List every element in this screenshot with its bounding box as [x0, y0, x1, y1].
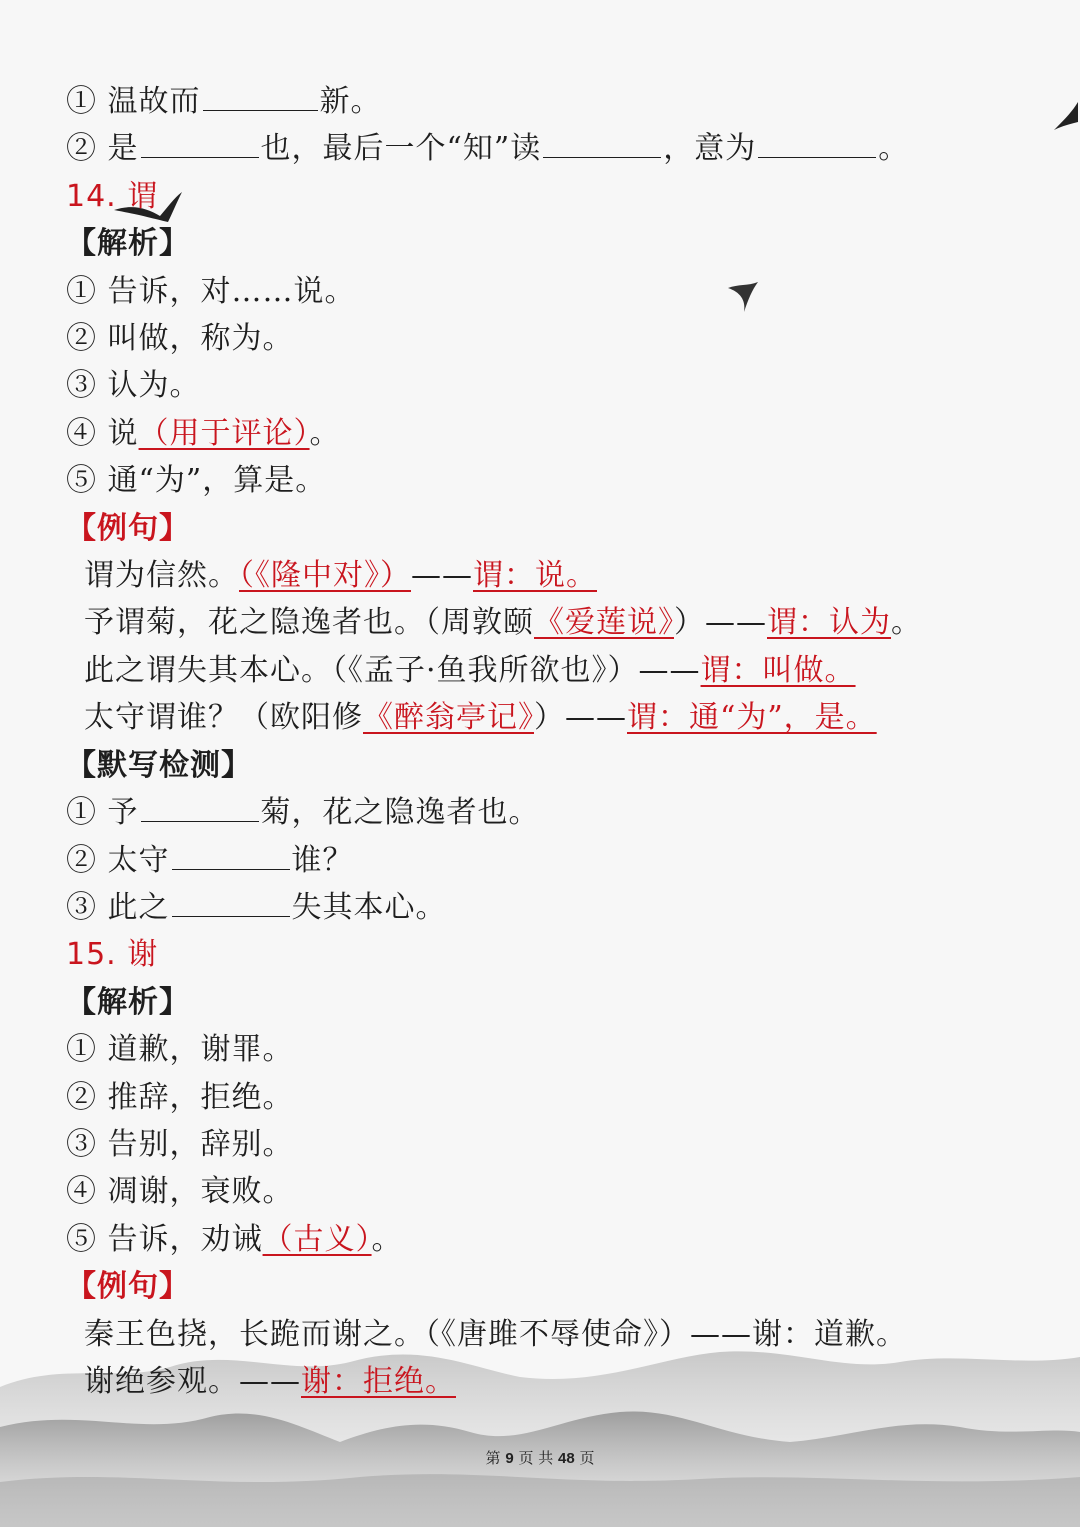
fill-in-blank [543, 133, 661, 158]
list-line [66, 1168, 1026, 1215]
list-line [66, 457, 1026, 504]
list-line [66, 125, 1026, 172]
section-label [66, 742, 1026, 789]
text-segment: 【默写检测】 [66, 747, 252, 783]
fill-in-blank [758, 133, 876, 158]
example-sentence [66, 552, 1026, 599]
example-sentence [66, 1358, 1026, 1405]
text-segment: ① 告诉，对……说。 [66, 273, 356, 309]
text-segment: ① 温故而 [66, 84, 201, 119]
text-segment: 失其本心。 [291, 889, 447, 925]
fill-in-blank [172, 845, 290, 870]
highlighted-text: 【例句】 [66, 510, 190, 546]
text-segment: ④ 凋谢，衰败。 [66, 1174, 294, 1210]
text-segment: 此之谓失其本心。（《孟子·鱼我所欲也》）—— [84, 652, 701, 688]
list-line [66, 884, 1026, 931]
list-line [66, 268, 1026, 315]
example-sentence [66, 694, 1026, 741]
text-segment: 。 [371, 1221, 403, 1257]
text-segment: ② 太守 [66, 842, 170, 878]
section-label [66, 505, 1026, 552]
text-segment: —— [411, 558, 473, 594]
footer-middle: 页 共 [518, 1449, 554, 1467]
example-sentence [66, 599, 1026, 646]
section-label [66, 979, 1026, 1026]
list-line [66, 410, 1026, 457]
current-page-number: 9 [505, 1450, 514, 1467]
footer-prefix: 第 [485, 1449, 501, 1467]
text-segment: ⑤ 通“为”，算是。 [66, 463, 327, 499]
highlighted-text: 谓：叫做。 [700, 652, 856, 688]
text-segment: 太守谓谁？（欧阳修 [84, 700, 363, 736]
text-segment: ① 道歉，谢罪。 [66, 1032, 294, 1068]
text-segment: ① 予 [66, 795, 139, 831]
highlighted-text: 谢：拒绝。 [301, 1363, 456, 1399]
text-segment: ② 叫做，称为。 [66, 321, 294, 357]
list-line [66, 362, 1026, 409]
text-segment: 菊，花之隐逸者也。 [260, 795, 540, 831]
text-segment: ，意为 [663, 131, 757, 167]
text-segment: 【解析】 [66, 984, 190, 1020]
text-segment: ）—— [534, 700, 627, 736]
highlighted-text: （《隆中对》） [239, 558, 411, 594]
text-segment: ② 推辞，拒绝。 [66, 1079, 294, 1115]
section-label [66, 1263, 1026, 1310]
text-segment: ③ 告别，辞别。 [66, 1126, 294, 1162]
text-segment: 也，最后一个“知”读 [260, 131, 542, 167]
list-line [66, 1026, 1026, 1073]
text-segment: 新。 [319, 84, 382, 119]
highlighted-text: 谓：认为 [767, 605, 891, 641]
fill-in-blank [203, 86, 318, 111]
text-segment: 谁？ [291, 842, 354, 878]
text-segment: 。 [878, 131, 910, 167]
list-line [66, 789, 1026, 836]
text-segment: 。 [309, 415, 341, 451]
entry-heading [66, 931, 1026, 978]
text-segment: 谢绝参观。—— [84, 1363, 301, 1399]
fill-in-blank [141, 797, 259, 822]
list-line [66, 1121, 1026, 1168]
list-line [66, 1074, 1026, 1121]
fill-in-blank [141, 133, 259, 158]
text-segment: ② 是 [66, 131, 139, 167]
page-footer [0, 1447, 1080, 1468]
bird-icon [1050, 100, 1080, 150]
highlighted-text: 谓：通“为”，是。 [627, 700, 877, 736]
text-segment: 谓为信然。 [84, 558, 239, 594]
text-segment: ）—— [674, 605, 767, 641]
entry-heading [66, 173, 1026, 220]
text-segment: ④ 说 [66, 415, 139, 451]
example-sentence [66, 647, 1026, 694]
text-segment: 秦王色挠，长跪而谢之。（《唐雎不辱使命》）——谢：道歉。 [84, 1316, 907, 1352]
text-segment: ③ 此之 [66, 889, 170, 925]
main-content [66, 78, 1026, 1405]
highlighted-text: （用于评论） [138, 415, 310, 451]
text-segment: 【解析】 [66, 226, 190, 262]
section-label [66, 220, 1026, 267]
highlighted-text: 15. 谢 [66, 937, 159, 973]
total-page-count: 48 [558, 1450, 575, 1467]
highlighted-text: （古义） [262, 1221, 372, 1257]
list-line [66, 1216, 1026, 1263]
highlighted-text: 《爱莲说》 [534, 605, 674, 641]
fill-in-blank [172, 892, 290, 917]
highlighted-text: 《醉翁亭记》 [363, 700, 534, 736]
list-line [66, 315, 1026, 362]
footer-suffix: 页 [579, 1449, 595, 1467]
text-segment: 。 [891, 605, 922, 641]
text-segment: 予谓菊，花之隐逸者也。（周敦颐 [84, 605, 534, 641]
highlighted-text: 14. 谓 [66, 178, 159, 214]
list-line [66, 78, 1026, 125]
text-segment: ③ 认为。 [66, 368, 201, 404]
example-sentence [66, 1311, 1026, 1358]
text-segment: ⑤ 告诉，劝诫 [66, 1221, 263, 1257]
highlighted-text: 【例句】 [66, 1269, 190, 1305]
highlighted-text: 谓：说。 [473, 558, 597, 594]
list-line [66, 837, 1026, 884]
